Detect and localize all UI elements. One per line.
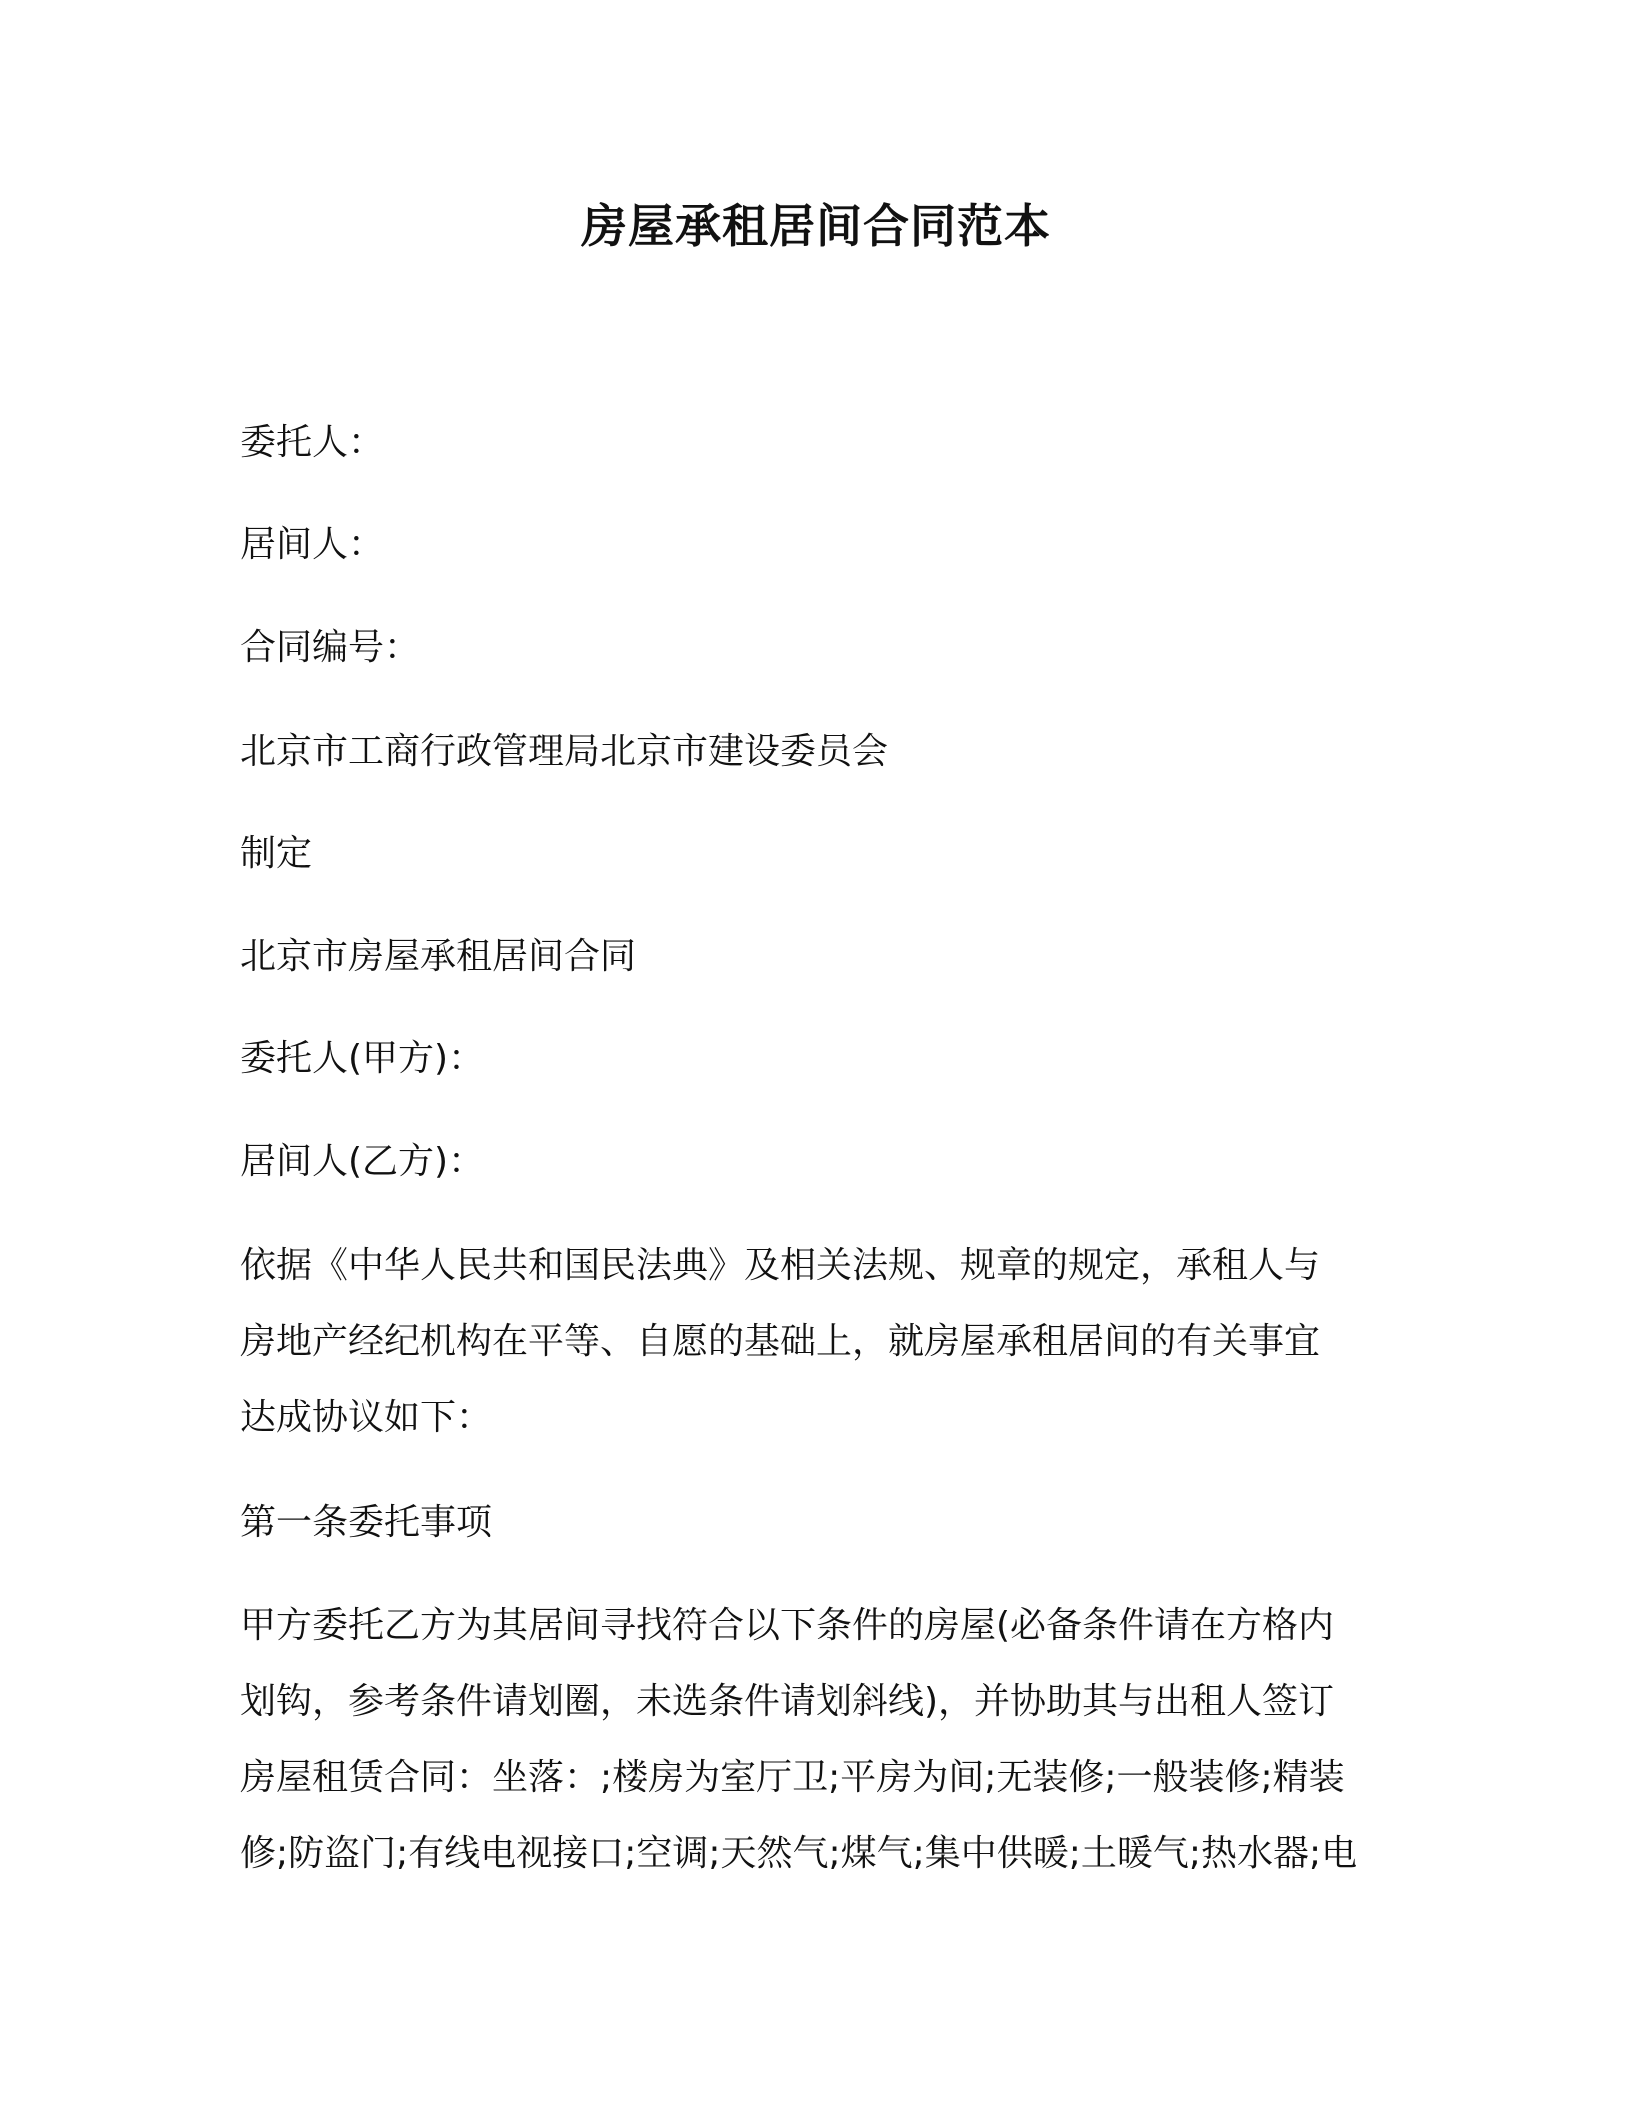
article-1-line: 修;防盗门;有线电视接口;空调;天然气;煤气;集中供暖;土暖气;热水器;电 — [240, 1833, 1358, 1874]
intermediary-field-label: 居间人： — [240, 524, 385, 565]
document-title: 房屋承租居间合同范本 — [581, 199, 1051, 253]
issued-label: 制定 — [240, 833, 313, 874]
party-a-label: 委托人(甲方)： — [240, 1038, 485, 1079]
issuer-text: 北京市工商行政管理局北京市建设委员会 — [240, 731, 889, 772]
party-b-label: 居间人(乙方)： — [240, 1141, 485, 1182]
client-field-label: 委托人： — [240, 422, 385, 463]
preamble-line: 房地产经纪机构在平等、自愿的基础上，就房屋承租居间的有关事宜 — [240, 1321, 1321, 1362]
contract-name: 北京市房屋承租居间合同 — [240, 936, 637, 977]
preamble-line: 依据《中华人民共和国民法典》及相关法规、规章的规定，承租人与 — [240, 1245, 1321, 1286]
article-1-paragraph — [240, 1588, 1400, 1892]
article-1-line: 甲方委托乙方为其居间寻找符合以下条件的房屋(必备条件请在方格内 — [240, 1605, 1335, 1646]
article-1-line: 房屋租赁合同：坐落：;楼房为室厅卫;平房为间;无装修;一般装修;精装 — [240, 1757, 1345, 1798]
preamble-line: 达成协议如下： — [240, 1397, 493, 1438]
preamble-paragraph — [240, 1228, 1400, 1456]
article-1-heading: 第一条委托事项 — [240, 1502, 493, 1543]
article-1-line: 划钩，参考条件请划圈，未选条件请划斜线)，并协助其与出租人签订 — [240, 1681, 1335, 1722]
contract-number-field-label: 合同编号： — [240, 627, 421, 668]
